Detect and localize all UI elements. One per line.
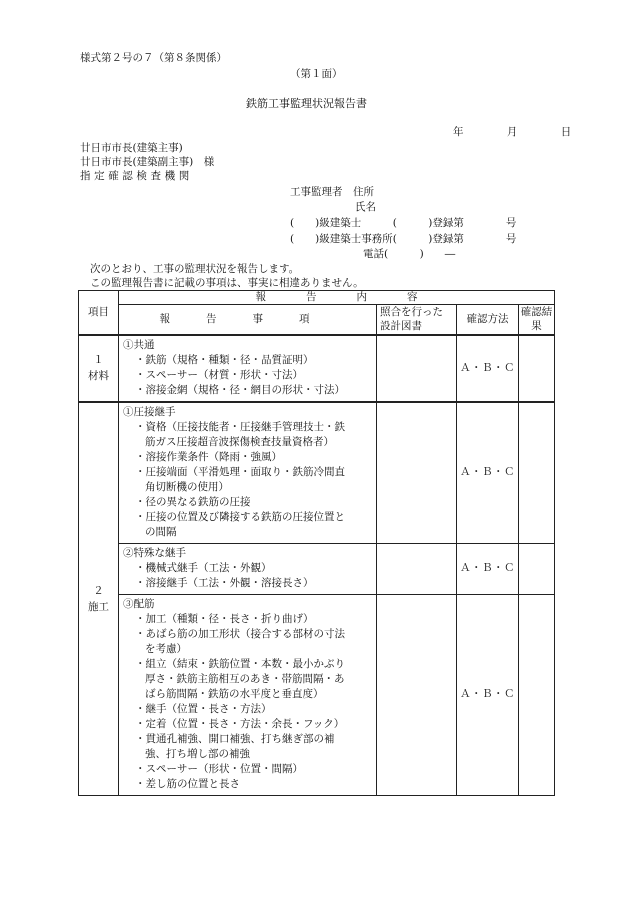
- result-cell[interactable]: [519, 402, 555, 544]
- header-method: 確認方法: [457, 305, 519, 335]
- row-materials-number: １: [93, 354, 104, 367]
- result-cell[interactable]: [519, 335, 555, 402]
- group-common: ①共通 ・鉄筋（規格・種類・径・品質証明） ・スペーサー（材質・形状・寸法） ・溶接金網（規格・径・網目の形状・寸法）: [119, 335, 377, 402]
- date-year: 年: [453, 126, 464, 138]
- row-construction-label: 施工: [88, 600, 109, 613]
- header-item: 項目: [79, 291, 119, 335]
- architect-license: ( )級建築士 ( )登録第 号: [290, 217, 517, 229]
- header-result: 確認結果: [519, 305, 555, 335]
- method-cell[interactable]: Ａ・Ｂ・Ｃ: [457, 594, 519, 795]
- addressee-2: 廿日市市長(建築副主事) 様: [80, 156, 215, 168]
- drawings-cell[interactable]: [377, 335, 457, 402]
- row-construction-number: ２: [93, 584, 104, 597]
- header-drawings: 照合を行った設計図書: [377, 305, 457, 335]
- document-title: 鉄筋工事監理状況報告書: [246, 97, 367, 110]
- group-pressure-welding: ①圧接継手 ・資格（圧接技能者・圧接継手管理技士・鉄 筋ガス圧接超音波探傷検査技量資格者） ・溶接作業条件（降雨・強風） ・圧接端面（平滑処理・面取り・鉄筋冷間直 角切断機の使用） ・径の異なる鉄筋の圧接 ・圧接の位置及び隣接する鉄筋の圧接位置と の間隔: [119, 402, 377, 544]
- date-month: 月: [506, 126, 518, 138]
- header-matters: 報告事項: [119, 305, 377, 335]
- method-cell[interactable]: Ａ・Ｂ・Ｃ: [457, 402, 519, 544]
- row-materials-label: 材料: [88, 370, 109, 383]
- drawings-cell[interactable]: [377, 594, 457, 795]
- date-line: [453, 126, 593, 139]
- method-cell[interactable]: Ａ・Ｂ・Ｃ: [457, 543, 519, 594]
- office-license: ( )級建築士事務所( )登録第 号: [290, 233, 517, 245]
- group-bar-arrangement: ③配筋 ・加工（種類・径・長さ・折り曲げ） ・あばら筋の加工形状（接合する部材の寸法 を考慮） ・組立（結束・鉄筋位置・本数・最小かぶり 厚さ・鉄筋主筋相互のあき・帯筋間隔・あ ばら筋間隔・鉄筋の水平度と垂直度） ・継手（位置・長さ・方法） ・定着（位置・長さ・方法・余長・フック） ・貫通孔補強、開口補強、打ち継ぎ部の補 強、打ち増し部の補強 ・スペーサー（形状・位置・間隔） ・差し筋の位置と長さ: [119, 594, 377, 795]
- drawings-cell[interactable]: [377, 402, 457, 544]
- method-cell[interactable]: Ａ・Ｂ・Ｃ: [457, 335, 519, 402]
- page-side: （第１面）: [290, 68, 343, 80]
- telephone: 電話( ) ―: [363, 248, 456, 260]
- intro-line-1: 次のとおり、工事の監理状況を報告します。: [90, 263, 300, 275]
- supervisor-name-label: 氏名: [355, 201, 376, 213]
- drawings-cell[interactable]: [377, 543, 457, 594]
- row-materials: [79, 335, 119, 402]
- addressee-3: 指定確認検査機関: [80, 170, 193, 182]
- date-day: 日: [560, 126, 572, 138]
- form-number: 様式第２号の７（第８条関係）: [80, 52, 227, 64]
- header-contents: 報告内容: [119, 291, 555, 305]
- result-cell[interactable]: [519, 594, 555, 795]
- result-cell[interactable]: [519, 543, 555, 594]
- intro-line-2: この監理報告書に記載の事項は、事実に相違ありません。: [90, 277, 364, 289]
- report-table: [78, 290, 555, 796]
- addressee-1: 廿日市市長(建築主事): [80, 142, 183, 154]
- group-special-joints: ②特殊な継手 ・機械式継手（工法・外観） ・溶接継手（工法・外観・溶接長さ）: [119, 543, 377, 594]
- supervisor-address-label: 工事監理者 住所: [290, 186, 374, 198]
- row-construction: [79, 402, 119, 796]
